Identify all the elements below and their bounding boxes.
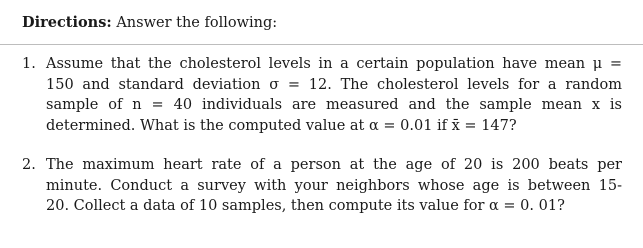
question-2: [22, 155, 622, 217]
question-1-line-1: 1. Assume that the cholesterol levels in a certain population have mean μ =: [22, 54, 622, 75]
directions-text: Answer the following:: [116, 15, 278, 31]
divider: [0, 44, 643, 45]
question-1-line-2: 150 and standard deviation σ = 12. The cholesterol levels for a random: [46, 76, 622, 93]
question-2-line-3: 20. Collect a data of 10 samples, then compute its value for α = 0. 01?: [46, 198, 565, 214]
question-1: [22, 54, 622, 136]
question-1-line-3: sample of n = 40 individuals are measured and the sample mean x is: [46, 97, 622, 113]
question-2-line-2: minute. Conduct a survey with your neighbors whose age is between 15-: [46, 177, 622, 194]
question-2-line-1: 2. The maximum heart rate of a person at the age of 20 is 200 beats per: [22, 155, 622, 176]
question-2-number: 2.: [22, 157, 36, 173]
question-1-line-4: determined. What is the computed value at α = 0.01 if x̄ = 147?: [46, 117, 517, 134]
directions-label: Directions:: [22, 14, 112, 31]
directions-heading: [22, 12, 277, 34]
question-1-number: 1.: [22, 56, 36, 72]
